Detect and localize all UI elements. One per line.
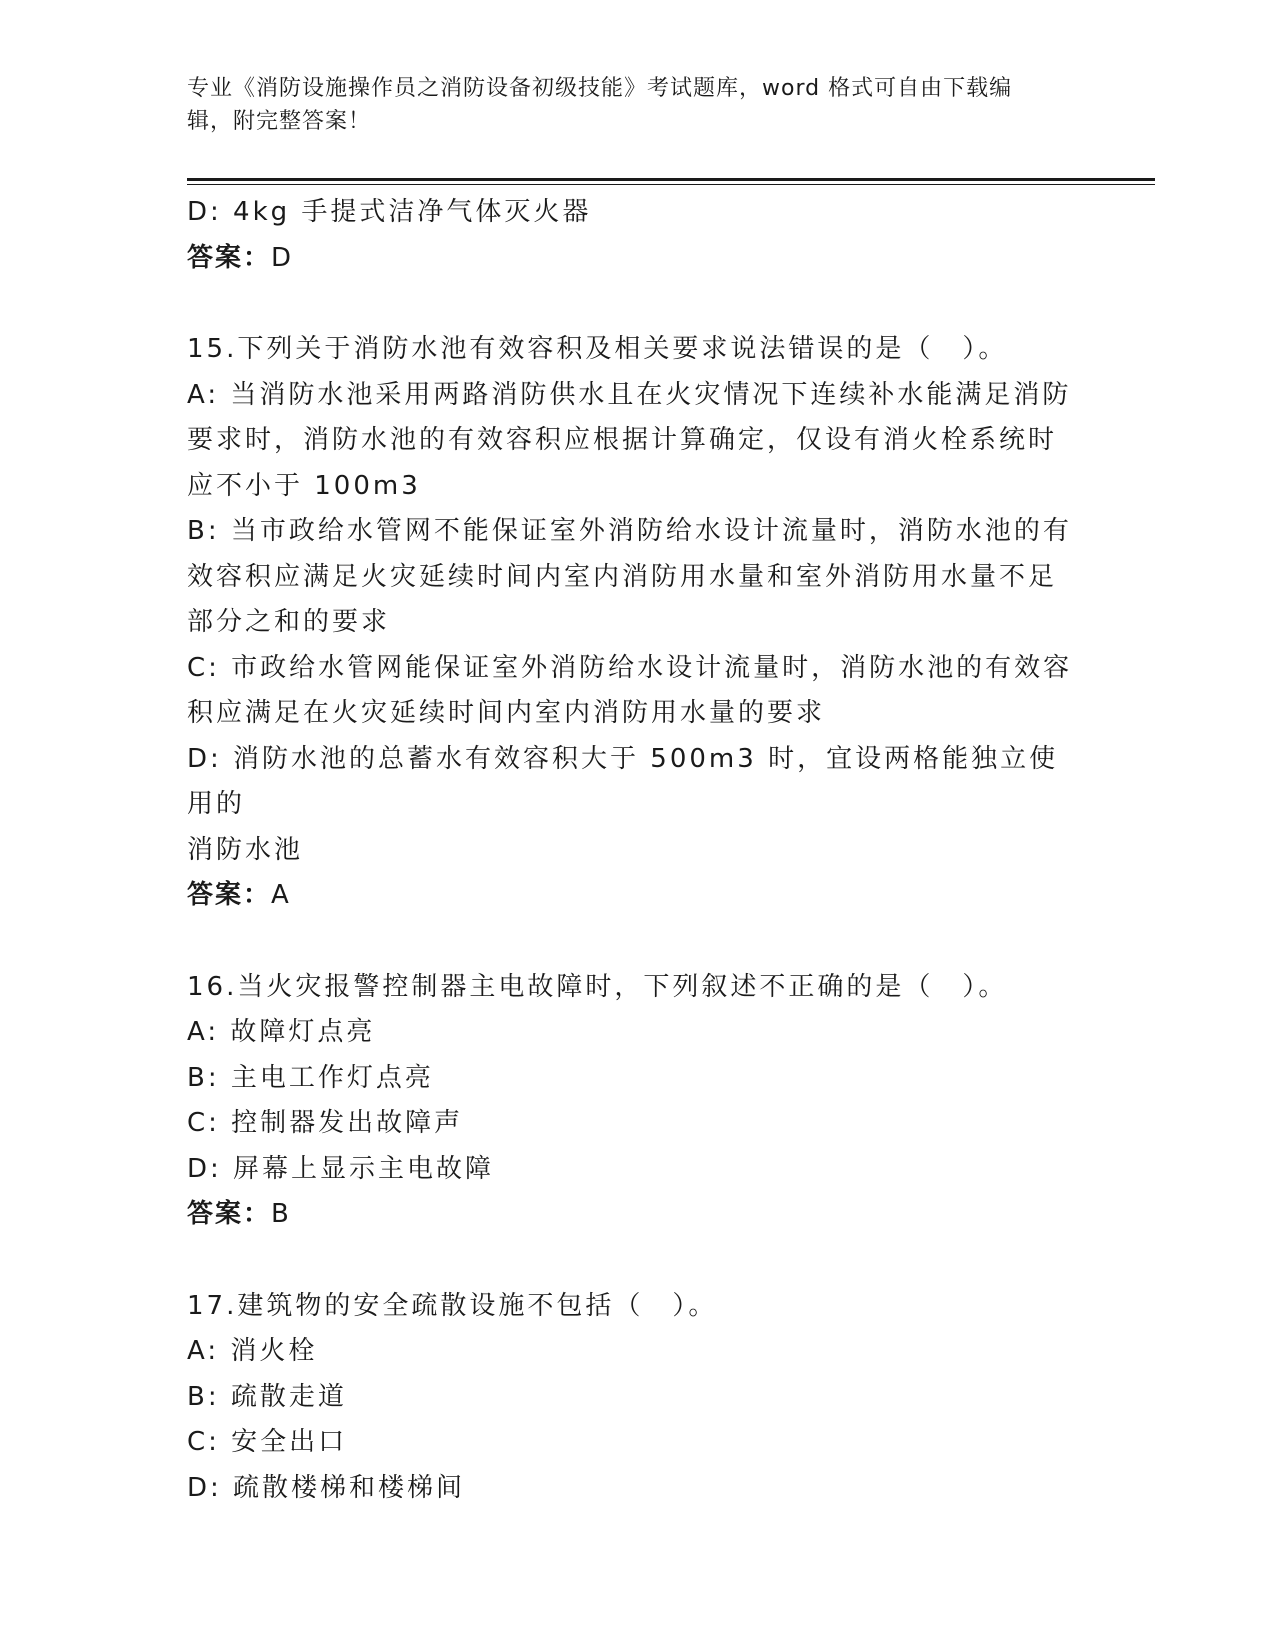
option-d: D: 疏散楼梯和楼梯间 <box>187 1472 466 1503</box>
option-b: B: 疏散走道 <box>187 1381 347 1412</box>
option-c: C: 控制器发出故障声 <box>187 1108 464 1138</box>
prev-option-d: D: 4kg 手提式洁净气体灭火器 <box>187 197 592 227</box>
option-c: C: 安全出口 <box>187 1427 348 1457</box>
option-b-cont: 部分之和的要求 <box>187 607 391 637</box>
answer-value: B <box>271 1199 289 1229</box>
option-d: D: 屏幕上显示主电故障 <box>187 1153 495 1184</box>
question-content <box>187 190 1087 1511</box>
option-b-cont: 效容积应满足火灾延续时间内室内消防用水量和室外消防用水量不足 <box>187 561 1058 592</box>
question-16 <box>187 965 1087 1238</box>
answer-label: 答案： <box>187 242 272 273</box>
document-header <box>187 72 1087 138</box>
header-rule-thin <box>187 184 1155 185</box>
option-a-cont: 应不小于 100m3 <box>187 470 421 501</box>
answer-value: D <box>271 242 292 273</box>
answer <box>187 873 1087 919</box>
header-line-1: 专业《消防设施操作员之消防设备初级技能》考试题库，word 格式可自由下载编 <box>187 76 1013 101</box>
question-stem: 17.建筑物的安全疏散设施不包括（ ）。 <box>187 1290 718 1321</box>
header-rule-thick <box>187 178 1155 181</box>
option-a: A: 当消防水池采用两路消防供水且在火灾情况下连续补水能满足消防 <box>187 379 1072 410</box>
header-line-2: 辑，附完整答案！ <box>187 109 372 134</box>
prev-answer <box>187 236 1087 282</box>
question-stem: 15.下列关于消防水池有效容积及相关要求说法错误的是（ ）。 <box>187 334 1008 364</box>
answer-label: 答案： <box>187 880 272 910</box>
option-b: B: 当市政给水管网不能保证室外消防给水设计流量时，消防水池的有 <box>187 516 1072 546</box>
question-17 <box>187 1284 1087 1512</box>
answer-label: 答案： <box>187 1199 272 1229</box>
answer-value: A <box>271 880 289 910</box>
option-a: A: 故障灯点亮 <box>187 1017 376 1047</box>
option-b: B: 主电工作灯点亮 <box>187 1062 434 1093</box>
question-stem: 16.当火灾报警控制器主电故障时，下列叙述不正确的是（ ）。 <box>187 971 1008 1002</box>
option-d: D: 消防水池的总蓄水有效容积大于 500m3 时，宜设两格能独立使用的 <box>187 743 1059 819</box>
option-c: C: 市政给水管网能保证室外消防给水设计流量时，消防水池的有效容 <box>187 652 1073 683</box>
question-15 <box>187 327 1087 919</box>
option-a-cont: 要求时，消防水池的有效容积应根据计算确定，仅设有消火栓系统时 <box>187 425 1058 455</box>
option-c-cont: 积应满足在火灾延续时间内室内消防用水量的要求 <box>187 698 826 728</box>
answer <box>187 1192 1087 1238</box>
option-d-cont: 消防水池 <box>187 834 304 865</box>
option-a: A: 消火栓 <box>187 1336 318 1366</box>
